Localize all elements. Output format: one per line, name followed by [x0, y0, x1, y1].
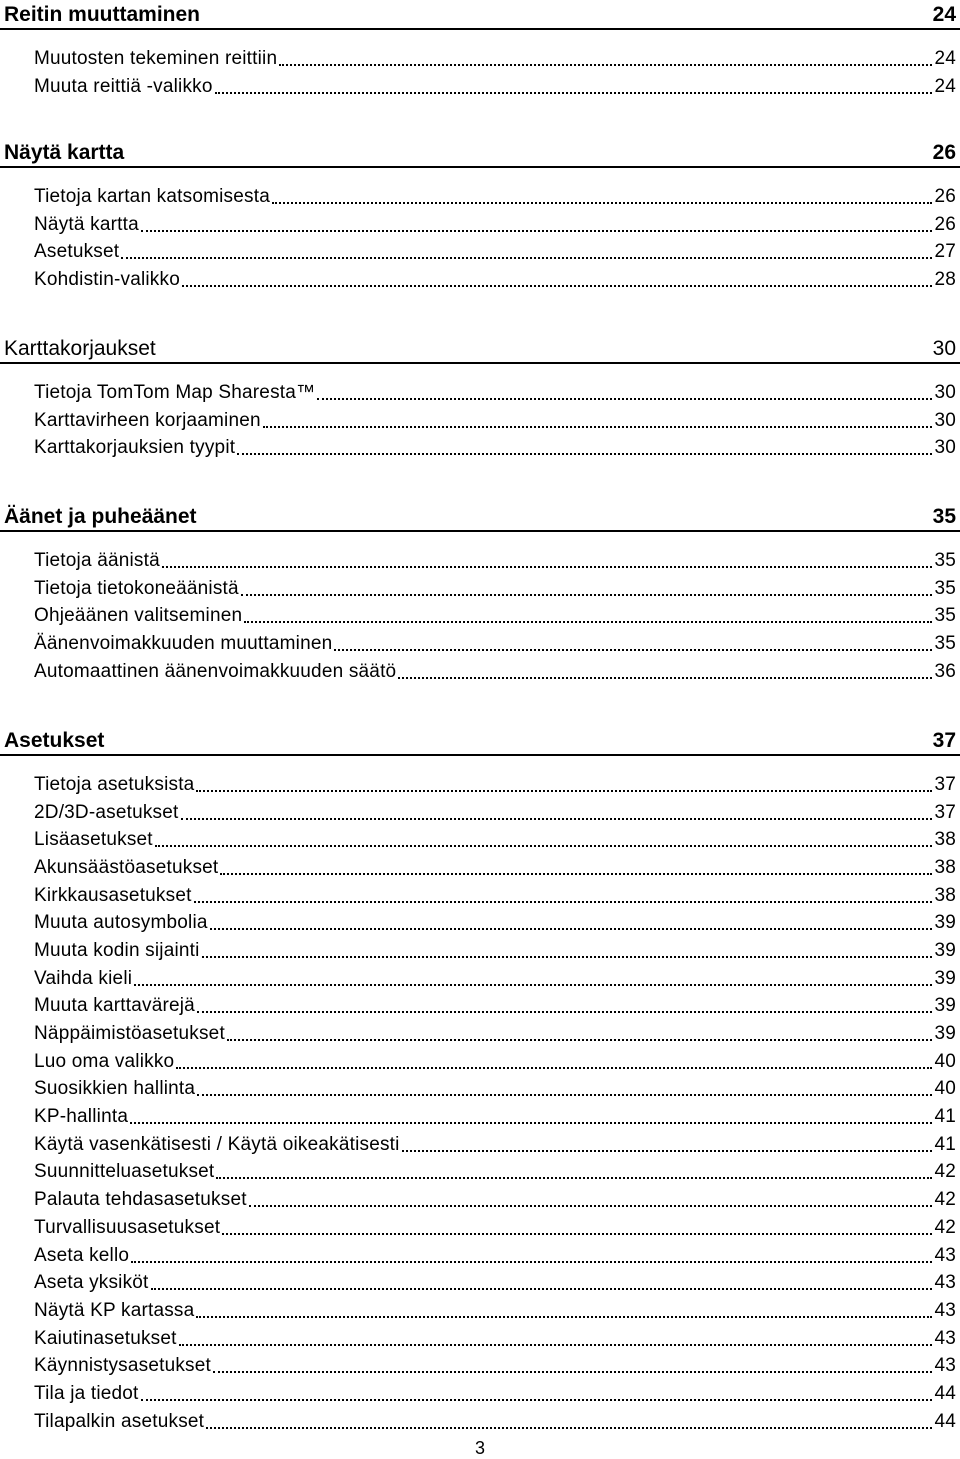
toc-entry-title: Käytä vasenkätisesti / Käytä oikeakätisesti [34, 1133, 400, 1155]
toc-entry-title: Muuta reittiä -valikko [34, 75, 213, 97]
dot-leader [197, 1094, 932, 1096]
toc-section-asetukset [0, 726, 960, 1436]
toc-entry[interactable] [0, 238, 960, 266]
toc-entry-title: Karttavirheen korjaaminen [34, 409, 261, 431]
dot-leader [237, 453, 932, 455]
toc-entry-page: 35 [934, 632, 956, 654]
toc-entry[interactable] [0, 658, 960, 686]
toc-entry[interactable] [0, 1352, 960, 1380]
toc-section-karttakorjaukset [0, 334, 960, 462]
toc-entry[interactable] [0, 379, 960, 407]
toc-entry[interactable] [0, 1269, 960, 1297]
toc-entry-title: Vaihda kieli [34, 967, 133, 989]
dot-leader [196, 790, 932, 792]
toc-entry-page: 41 [934, 1106, 956, 1128]
toc-entry[interactable] [0, 1103, 960, 1131]
dot-leader [155, 845, 933, 847]
toc-entry-title: Tietoja äänistä [34, 549, 160, 571]
dot-leader [334, 649, 932, 651]
toc-entry-title: Karttakorjauksien tyypit [34, 437, 236, 459]
toc-entry-list [0, 547, 960, 685]
toc-entry-page: 41 [934, 1133, 956, 1155]
toc-entry-title: Kaiutinasetukset [34, 1327, 177, 1349]
dot-leader [216, 1177, 932, 1179]
toc-entry-page: 24 [934, 47, 956, 69]
toc-entry-page: 42 [934, 1189, 956, 1211]
section-page-number: 26 [932, 141, 956, 164]
dot-leader [317, 398, 932, 400]
toc-entry[interactable] [0, 45, 960, 73]
section-title: Asetukset [4, 729, 105, 752]
dot-leader [220, 873, 932, 875]
toc-entry-page: 38 [934, 856, 956, 878]
toc-entry[interactable] [0, 1076, 960, 1104]
dot-leader [141, 230, 933, 232]
toc-entry-title: Tietoja asetuksista [34, 773, 195, 795]
toc-entry-title: Näytä kartta [34, 213, 139, 235]
section-title: Karttakorjaukset [4, 337, 156, 360]
section-heading[interactable] [0, 726, 960, 756]
toc-entry[interactable] [0, 965, 960, 993]
dot-leader [162, 566, 933, 568]
toc-entry-page: 35 [934, 577, 956, 599]
toc-entry-page: 39 [934, 967, 956, 989]
toc-entry-title: Akunsäästöasetukset [34, 856, 219, 878]
toc-entry[interactable] [0, 1242, 960, 1270]
toc-entry[interactable] [0, 1297, 960, 1325]
dot-leader [398, 677, 932, 679]
toc-entry[interactable] [0, 1325, 960, 1353]
toc-entry-title: Tietoja tietokoneäänistä [34, 577, 239, 599]
toc-section-aanet-ja-puheaanet [0, 502, 960, 685]
section-title: Näytä kartta [4, 141, 125, 164]
toc-entry-title: Käynnistysasetukset [34, 1355, 211, 1377]
toc-entry-page: 44 [934, 1410, 956, 1432]
dot-leader [249, 1205, 933, 1207]
toc-entry[interactable] [0, 854, 960, 882]
toc-entry-title: Suosikkien hallinta [34, 1078, 196, 1100]
toc-section-nayta-kartta [0, 138, 960, 294]
toc-entry-page: 40 [934, 1078, 956, 1100]
toc-entry-page: 39 [934, 995, 956, 1017]
toc-entry-title: Muuta karttavärejä [34, 995, 195, 1017]
toc-entry[interactable] [0, 799, 960, 827]
dot-leader [272, 202, 932, 204]
toc-entry-title: Muuta autosymbolia [34, 912, 208, 934]
toc-entry-title: Näytä KP kartassa [34, 1299, 195, 1321]
toc-entry-page: 37 [934, 773, 956, 795]
toc-entry[interactable] [0, 183, 960, 211]
toc-entry-page: 30 [934, 409, 956, 431]
toc-entry-page: 39 [934, 1023, 956, 1045]
dot-leader [215, 92, 933, 94]
page-number: 3 [474, 1438, 485, 1458]
dot-leader [244, 621, 932, 623]
toc-entry-page: 43 [934, 1327, 956, 1349]
toc-entry-title: Suunnitteluasetukset [34, 1161, 215, 1183]
dot-leader [402, 1150, 933, 1152]
toc-entry-title: Lisäasetukset [34, 829, 153, 851]
toc-entry[interactable] [0, 266, 960, 294]
dot-leader [210, 928, 933, 930]
toc-entry[interactable] [0, 1131, 960, 1159]
section-page-number: 35 [932, 505, 956, 528]
toc-entry-list [0, 379, 960, 462]
dot-leader [206, 1427, 932, 1429]
section-title: Reitin muuttaminen [4, 3, 201, 26]
toc-entry[interactable] [0, 1159, 960, 1187]
toc-entry[interactable] [0, 434, 960, 462]
toc-entry-page: 36 [934, 660, 956, 682]
dot-leader [121, 257, 932, 259]
toc-entry-title: Tietoja kartan katsomisesta [34, 185, 270, 207]
toc-entry[interactable] [0, 73, 960, 101]
toc-entry-title: Luo oma valikko [34, 1050, 175, 1072]
dot-leader [222, 1233, 932, 1235]
toc-entry[interactable] [0, 407, 960, 435]
dot-leader [263, 426, 933, 428]
toc-entry-page: 43 [934, 1272, 956, 1294]
toc-entry[interactable] [0, 882, 960, 910]
section-heading[interactable] [0, 334, 960, 364]
toc-entry-title: Tietoja TomTom Map Sharesta™ [34, 381, 316, 403]
toc-entry[interactable] [0, 1020, 960, 1048]
toc-entry[interactable] [0, 575, 960, 603]
toc-entry-page: 42 [934, 1161, 956, 1183]
toc-entry[interactable] [0, 1408, 960, 1436]
section-heading[interactable] [0, 0, 960, 30]
toc-entry-page: 43 [934, 1355, 956, 1377]
toc-entry-page: 40 [934, 1050, 956, 1072]
toc-entry-page: 26 [934, 185, 956, 207]
dot-leader [141, 1399, 933, 1401]
section-title: Äänet ja puheäänet [4, 505, 197, 528]
toc-entry-page: 43 [934, 1299, 956, 1321]
dot-leader [176, 1067, 932, 1069]
toc-entry[interactable] [0, 993, 960, 1021]
toc-entry-page: 24 [934, 75, 956, 97]
toc-entry-page: 39 [934, 912, 956, 934]
toc-entry-title: KP-hallinta [34, 1106, 129, 1128]
section-page-number: 24 [932, 3, 956, 26]
toc-entry-page: 30 [934, 381, 956, 403]
toc-entry[interactable] [0, 630, 960, 658]
toc-entry-title: Palauta tehdasasetukset [34, 1189, 247, 1211]
dot-leader [196, 1316, 932, 1318]
toc-entry-title: Muutosten tekeminen reittiin [34, 47, 278, 69]
dot-leader [213, 1371, 932, 1373]
toc-entry-page: 37 [934, 801, 956, 823]
toc-entry-list [0, 771, 960, 1436]
toc-entry-title: Automaattinen äänenvoimakkuuden säätö [34, 660, 397, 682]
dot-leader [241, 594, 933, 596]
toc-entry-title: Aseta yksiköt [34, 1272, 149, 1294]
toc-entry[interactable] [0, 1214, 960, 1242]
toc-entry[interactable] [0, 1186, 960, 1214]
toc-entry-list [0, 45, 960, 100]
toc-entry-page: 43 [934, 1244, 956, 1266]
toc-entry-title: Kirkkausasetukset [34, 884, 192, 906]
dot-leader [131, 1261, 932, 1263]
section-page-number: 30 [932, 337, 956, 360]
toc-entry-page: 28 [934, 268, 956, 290]
toc-entry[interactable] [0, 909, 960, 937]
toc-entry[interactable] [0, 937, 960, 965]
toc-entry[interactable] [0, 602, 960, 630]
toc-entry-title: Näppäimistöasetukset [34, 1023, 225, 1045]
toc-entry-list [0, 183, 960, 294]
toc-entry-page: 35 [934, 549, 956, 571]
toc-entry-title: Äänenvoimakkuuden muuttaminen [34, 632, 333, 654]
toc-entry-page: 26 [934, 213, 956, 235]
toc-entry-page: 27 [934, 241, 956, 263]
dot-leader [202, 956, 933, 958]
dot-leader [194, 901, 933, 903]
toc-entry-page: 30 [934, 437, 956, 459]
dot-leader [197, 1011, 933, 1013]
toc-entry-page: 35 [934, 605, 956, 627]
toc-entry[interactable] [0, 547, 960, 575]
toc-entry[interactable] [0, 1380, 960, 1408]
dot-leader [227, 1039, 933, 1041]
toc-entry-page: 44 [934, 1382, 956, 1404]
toc-entry[interactable] [0, 826, 960, 854]
toc-entry-title: Ohjeäänen valitseminen [34, 605, 243, 627]
dot-leader [182, 285, 932, 287]
dot-leader [279, 64, 932, 66]
toc-entry-title: Aseta kello [34, 1244, 130, 1266]
toc-entry-title: Kohdistin-valikko [34, 268, 180, 290]
section-page-number: 37 [932, 729, 956, 752]
toc-entry-title: Turvallisuusasetukset [34, 1216, 221, 1238]
toc-entry-title: Asetukset [34, 241, 120, 263]
dot-leader [151, 1288, 933, 1290]
toc-entry-title: Muuta kodin sijainti [34, 939, 200, 961]
section-heading[interactable] [0, 502, 960, 532]
section-heading[interactable] [0, 138, 960, 168]
dot-leader [179, 1344, 933, 1346]
dot-leader [134, 984, 932, 986]
toc-entry-title: Tilapalkin asetukset [34, 1410, 205, 1432]
toc-entry-page: 42 [934, 1216, 956, 1238]
dot-leader [181, 818, 933, 820]
toc-entry-page: 38 [934, 829, 956, 851]
toc-entry-page: 39 [934, 939, 956, 961]
toc-entry-title: Tila ja tiedot [34, 1382, 139, 1404]
toc-entry-page: 38 [934, 884, 956, 906]
toc-section-reitin-muuttaminen [0, 0, 960, 100]
toc-entry[interactable] [0, 771, 960, 799]
toc-entry[interactable] [0, 1048, 960, 1076]
toc-entry-title: 2D/3D-asetukset [34, 801, 179, 823]
dot-leader [130, 1122, 932, 1124]
toc-entry[interactable] [0, 211, 960, 239]
